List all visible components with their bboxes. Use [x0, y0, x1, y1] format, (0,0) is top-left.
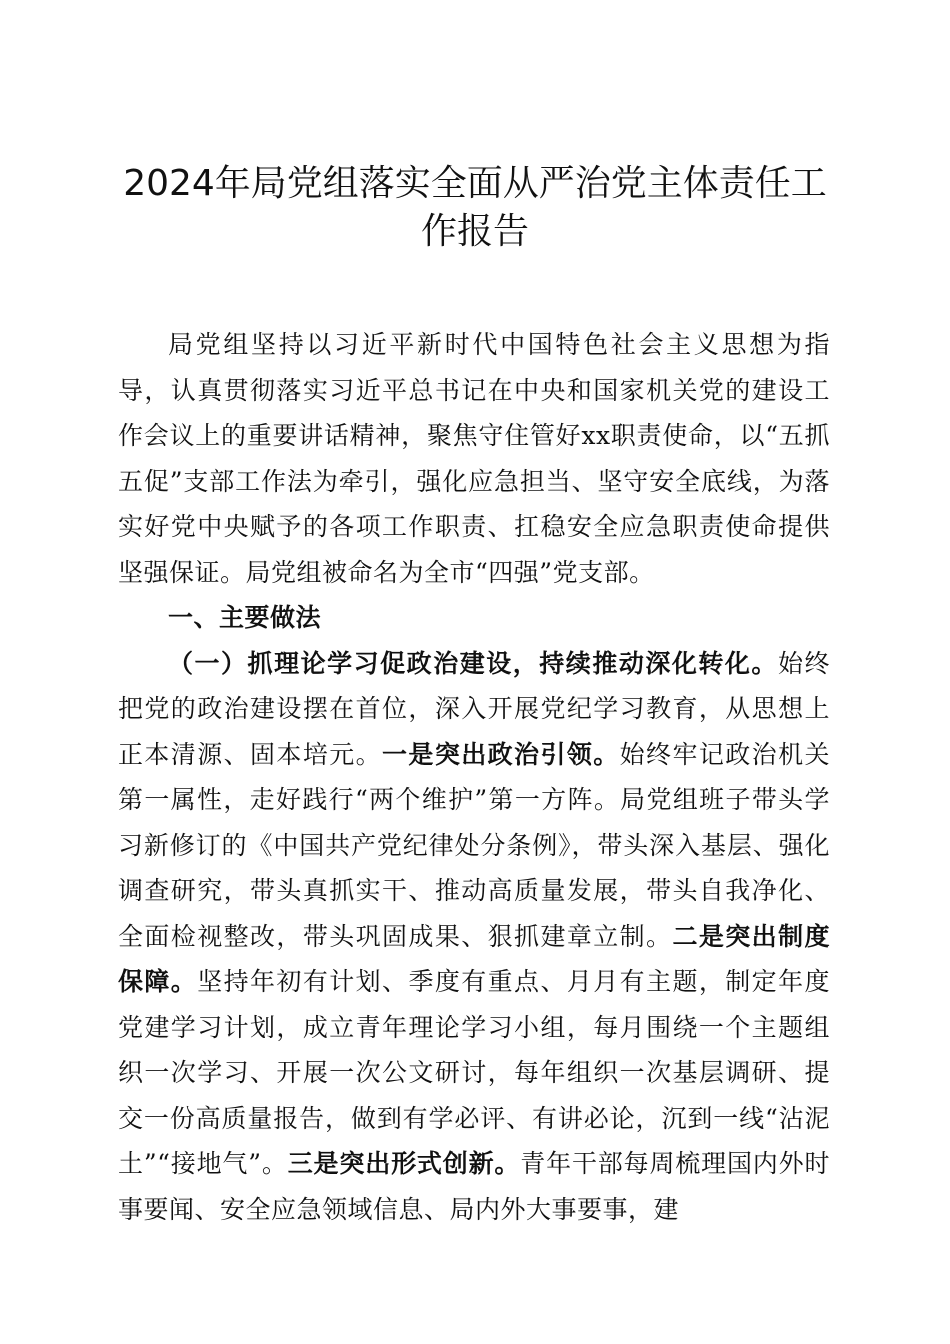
- point-label-2: 二是突出制度保障。: [118, 921, 830, 996]
- point-text-3: 青年干部每周梳理国内外时事要闻、安全应急领域信息、局内外大事要事，建: [118, 1149, 830, 1224]
- intro-paragraph: 局党组坚持以习近平新时代中国特色社会主义思想为指导，认真贯彻落实习近平总书记在中央和国家机关党的建设工作会议上的重要讲话精神，聚焦守住管好xx职责使命，以“五抓五促”支部工作法为牵引，强化应急担当、坚守安全底线，为落实好党中央赋予的各项工作职责、扛稳安全应急职责使命提供坚强保证。局党组被命名为全市“四强”党支部。: [118, 330, 830, 587]
- subsection-text: 始终把党的政治建设摆在首位，深入开展党纪学习教育，从思想上正本清源、固本培元。: [118, 648, 830, 769]
- point-text-2: 坚持年初有计划、季度有重点、月月有主题，制定年度党建学习计划，成立青年理论学习小组，每月围绕一个主题组织一次学习、开展一次公文研讨，每年组织一次基层调研、提交一份高质量报告，做到有学必评、有讲必论，沉到一线“沾泥土”“接地气”。: [118, 967, 830, 1178]
- section-heading-main-practices: 一、主要做法: [168, 603, 322, 632]
- subsection-paragraph-theory-study: [118, 641, 830, 1233]
- point-text-1: 始终牢记政治机关第一属性，走好践行“两个维护”第一方阵。局党组班子带头学习新修订的《中国共产党纪律处分条例》，带头深入基层、强化调查研究，带头真抓实干、推动高质量发展，带头自我净化、全面检视整改，带头巩固成果、狠抓建章立制。: [118, 739, 830, 951]
- point-label-1: 一是突出政治引领。: [382, 739, 620, 769]
- document-body: [118, 322, 830, 1232]
- subsection-heading: （一）抓理论学习促政治建设，持续推动深化转化。: [168, 648, 778, 678]
- point-label-3: 三是突出形式创新。: [287, 1149, 521, 1178]
- document-title: 2024年局党组落实全面从严治党主体责任工作报告: [123, 163, 827, 252]
